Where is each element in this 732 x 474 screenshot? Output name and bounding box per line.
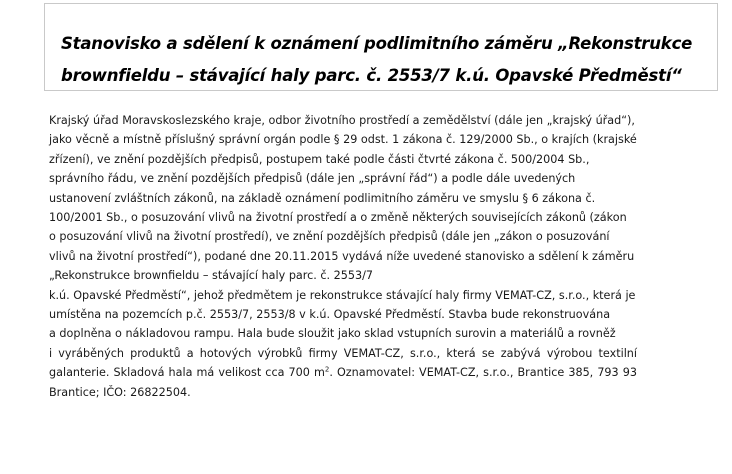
body-paragraph-4-end: . Oznamovatel: VEMAT-CZ, s.r.o., Brantice 385, 793 93 Brantice; IČO: 26822504. bbox=[49, 366, 637, 399]
document-body bbox=[49, 111, 637, 402]
unit-superscript: 2 bbox=[324, 365, 330, 374]
document-title-box bbox=[44, 3, 718, 91]
document-title-line-1: Stanovisko a sdělení k oznámení podlimitního záměru „Rekonstrukce bbox=[61, 34, 693, 53]
body-paragraph-2: k.ú. Opavské Předměstí“, jehož předmětem je rekonstrukce stávající haly firmy VEMAT-CZ, s.r.o., která je umístěna na pozemcích p.č. 2553/7, 2553/8 v k.ú. Opavské Předměstí. Stavba bude rekonstruována bbox=[49, 288, 636, 322]
body-paragraph-4-start: i vyráběných produktů a hotových výrobků firmy VEMAT-CZ, s.r.o., která se zabývá výrobou textilní galanterie. Skladová hala má velikost cca 700 m bbox=[49, 346, 637, 380]
document-title-line-2: brownfieldu – stávající haly parc. č. 2553/7 k.ú. Opavské Předměstí“ bbox=[61, 66, 682, 85]
body-paragraph-4 bbox=[49, 344, 637, 402]
body-paragraph-1: Krajský úřad Moravskoslezského kraje, odbor životního prostředí a zemědělství (dále jen „krajský úřad“), jako věcně a místně příslušný správní orgán podle § 29 odst. 1 zákona č. 129/2000 Sb., o krajích (krajské zřízení), ve znění pozdějších předpisů, postupem také podle části čtvrté zákona č. 500/2004 Sb., správního řádu, ve znění pozdějších předpisů (dále jen „správní řád“) a podle dále uvedených ustanovení zvláštních zákonů, na základě oznámení podlimitního záměru ve smyslu § 6 zákona č. 100/2001 Sb., o posuzování vlivů na životní prostředí a o změně některých souvisejících zákonů (zákon o posuzování vlivů na životní prostředí), ve znění pozdějších předpisů (dále jen „zákon o posuzování vlivů na životní prostředí“), podané dne 20.11.2015 vydává níže uvedené stanovisko a sdělení k záměru „Rekonstrukce brownfieldu – stávající haly parc. č. 2553/7 bbox=[49, 114, 637, 283]
body-paragraph-3: a doplněna o nákladovou rampu. Hala bude sloužit jako sklad vstupních surovin a materiálů a rovněž bbox=[49, 327, 616, 341]
